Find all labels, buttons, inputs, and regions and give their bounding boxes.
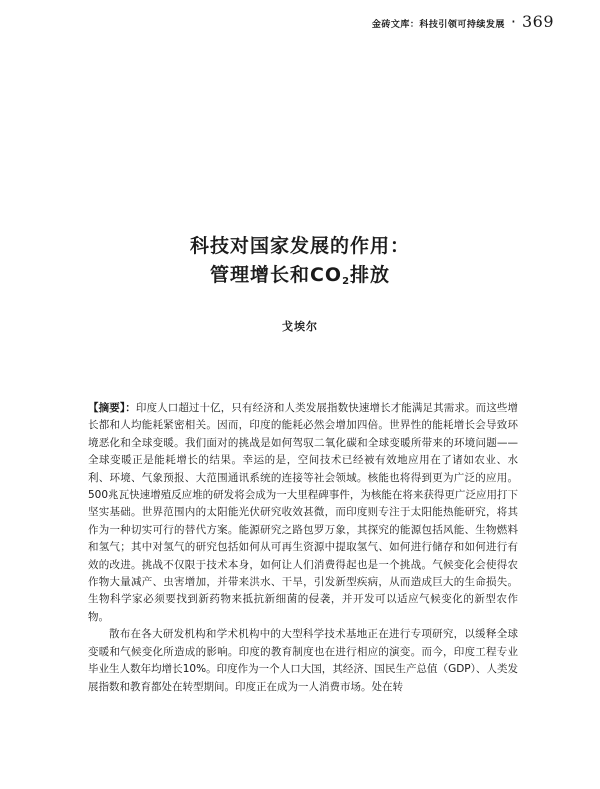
page-number: 369 (521, 12, 554, 31)
title-line-2-prefix: 管理增长和CO (209, 264, 343, 286)
co2-subscript: 2 (342, 276, 351, 287)
abstract-paragraph (88, 400, 518, 626)
abstract-label: 【摘要】： (88, 402, 136, 414)
title-line-2 (0, 261, 600, 290)
article-body (88, 400, 518, 696)
article-title (0, 232, 600, 290)
title-line-1: 科技对国家发展的作用： (189, 235, 410, 257)
header-separator: · (510, 12, 516, 31)
book-title: 金砖文库：科技引领可持续发展 (371, 20, 505, 30)
abstract-text: 印度人口超过十亿，只有经济和人类发展指数快速增长才能满足其需求。而这些增长都和人均能耗紧密相关。因而，印度的能耗必然会增加四倍。世界性的能耗增长会导致环境恶化和全球变暖。我们面对的挑战是如何驾驭二氧化碳和全球变暖所带来的环境问题——全球变暖正是能耗增长的结果。幸运的是，空间技术已经被有效地应用在了诸如农业、水利、环境、气象预报、大范围通讯系统的连接等社会领域。核能也将得到更为广泛的应用。500兆瓦快速增殖反应堆的研发将会成为一大里程碑事件，为核能在将来获得更广泛应用打下坚实基础。世界范围内的太阳能光伏研究收效甚微，而印度则专注于太阳能热能研究，将其作为一种切实可行的替代方案。能源研究之路包罗万象，其探究的能源包括风能、生物燃料和氢气；其中对氢气的研究包括如何从可再生资源中提取氢气、如何进行储存和如何进行有效的改进。挑战不仅限于技术本身，如何让人们消费得起也是一个挑战。气候变化会使得农作物大量减产、虫害增加，并带来洪水、干旱，引发新型疾病，从而造成巨大的生命损失。生物科学家必须要找到新药物来抵抗新细菌的侵袭，并开发可以适应气候变化的新型农作物。 (88, 402, 518, 623)
title-line-2-suffix: 排放 (350, 264, 391, 286)
body-paragraph-1: 散布在各大研发机构和学术机构中的大型科学技术基地正在进行专项研究，以缓释全球变暖和气候变化所造成的影响。印度的教育制度也在进行相应的演变。而今，印度工程专业毕业生人数年均增长10%。印度作为一个人口大国，其经济、国民生产总值（GDP）、人类发展指数和教育都处在转型期间。印度正在成为一人消费市场。处在转 (88, 628, 518, 693)
author-name: 戈埃尔 (282, 320, 318, 333)
running-header (372, 12, 554, 31)
